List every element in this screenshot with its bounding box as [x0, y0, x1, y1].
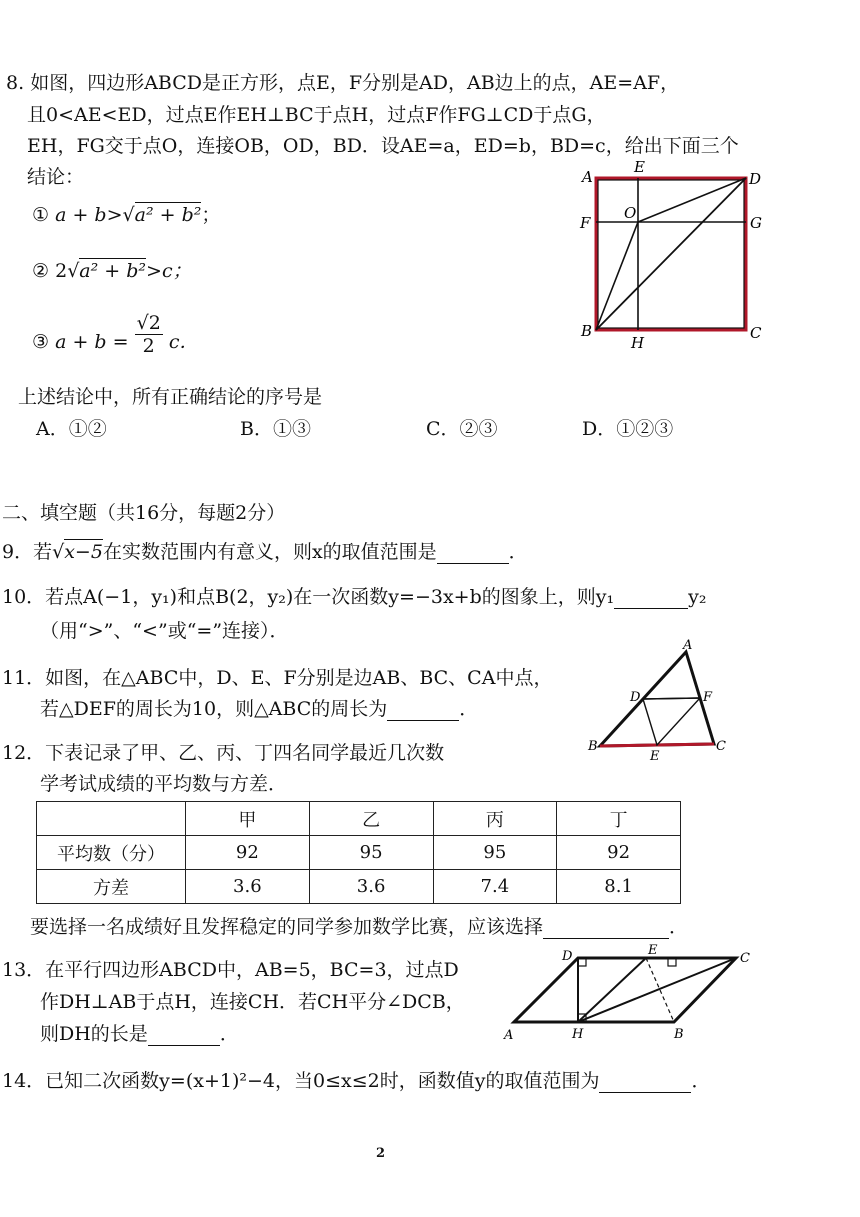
conclusion-2-radicand: a² + b² [79, 260, 147, 282]
table-header-row [37, 802, 681, 836]
q9-text-b: 在实数范围内有意义，则x的取值范围是 [102, 541, 437, 563]
conclusion-2-mark: ② [32, 260, 50, 282]
q11-end: ． [459, 698, 479, 720]
table-row [37, 836, 681, 870]
label-b: B [581, 322, 593, 340]
table-cell: 95 [309, 836, 433, 870]
conclusion-3-lhs: a + b = [55, 331, 129, 353]
q8-choice-d[interactable]: D．①②③ [582, 418, 674, 440]
q11-answer-blank[interactable] [387, 698, 459, 721]
label-c: C [716, 739, 726, 754]
label-o: O [624, 204, 637, 222]
q13-line1: 13．在平行四边形ABCD中，AB=5，BC=3，过点D [2, 959, 459, 981]
q14 [2, 1066, 711, 1093]
q8-text-line4: 结论： [27, 166, 85, 188]
table-header-cell: 丁 [557, 802, 681, 836]
label-d: D [630, 690, 641, 705]
q11-line2 [40, 694, 478, 721]
q8-number: 8. [6, 72, 25, 94]
q8-prompt: 上述结论中，所有正确结论的序号是 [18, 386, 323, 408]
label-a: A [683, 638, 693, 653]
label-h: H [631, 334, 645, 350]
q8-conclusion-2: ② 2√a² + b²>c； [32, 260, 192, 282]
segment-ob [596, 222, 638, 330]
q11-line1: 11．如图，在△ABC中，D、E、F分别是边AB、BC、CA中点， [2, 667, 553, 689]
q13-end: ． [219, 1023, 239, 1045]
table-cell: 8.1 [557, 870, 681, 904]
conclusion-2-rhs: >c； [146, 260, 192, 282]
segment-eb [646, 958, 674, 1022]
fraction-denominator: 2 [142, 335, 155, 357]
conclusion-1-lhs: a + b> [55, 204, 123, 226]
table-cell: 平均数（分） [37, 836, 186, 870]
q12-line3 [30, 912, 688, 939]
table-cell: 3.6 [309, 870, 433, 904]
q11-text: 若△DEF的周长为10，则△ABC的周长为 [40, 698, 388, 720]
q8-conclusion-3 [32, 312, 199, 368]
label-a: A [582, 168, 593, 186]
q12-text: 要选择一名成绩好且发挥稳定的同学参加数学比赛，应该选择 [30, 916, 544, 938]
q13-parallelogram-figure [500, 942, 762, 1042]
q13-line2: 作DH⊥AB于点H，连接CH．若CH平分∠DCB， [40, 991, 465, 1013]
fraction-numerator: √2 [136, 312, 161, 334]
q12-end: ． [669, 916, 689, 938]
q12-score-table [36, 801, 681, 904]
q13-answer-blank[interactable] [148, 1023, 220, 1046]
q8-choice-c[interactable]: C．②③ [426, 418, 498, 440]
q14-text: 14．已知二次函数y=(x+1)²−4，当0≤x≤2时，函数值y的取值范围为 [2, 1070, 600, 1092]
table-header-cell: 乙 [309, 802, 433, 836]
q10-y2: y₂ [688, 586, 707, 608]
q8-line1 [6, 68, 679, 95]
conclusion-1-mark: ① [32, 204, 50, 226]
label-f: F [580, 214, 591, 232]
label-c: C [740, 951, 750, 966]
q9-text-a: 9．若 [2, 541, 53, 563]
q11-triangle-figure [586, 638, 736, 762]
q9: 9．若√x−5在实数范围内有意义，则x的取值范围是 ． [2, 541, 528, 563]
q10-line2: （用“>”、“<”或“=”连接）． [40, 620, 289, 642]
triangle-def [643, 698, 700, 745]
q9-end: ． [508, 541, 528, 563]
q12-line2: 学考试成绩的平均数与方差． [40, 773, 288, 795]
parallelogram-abcd [514, 958, 736, 1022]
label-f: F [703, 690, 713, 705]
conclusion-2-coefficient: 2 [55, 260, 68, 282]
q8-choice-a[interactable]: A．①② [36, 418, 107, 440]
table-cell: 95 [433, 836, 557, 870]
segment-df [643, 698, 700, 699]
table-header-cell [37, 802, 186, 836]
table-cell: 7.4 [433, 870, 557, 904]
q13-line3 [40, 1019, 239, 1046]
table-header-cell: 丙 [433, 802, 557, 836]
conclusion-3-mark: ③ [32, 331, 50, 353]
q8-text-line3: EH，FG交于点O，连接OB，OD，BD．设AE=a，ED=b，BD=c，给出下面三个 [27, 135, 739, 157]
label-b: B [588, 739, 598, 754]
q8-conclusion-1: ① a + b>√a² + b²； [32, 204, 221, 226]
table-cell: 方差 [37, 870, 186, 904]
q9-radicand: x−5 [64, 541, 103, 563]
q10-text: 10．若点A(−1，y₁)和点B(2，y₂)在一次函数y=−3x+b的图象上，则y₁ [2, 586, 615, 608]
conclusion-3-fraction [135, 312, 163, 357]
label-d: D [749, 170, 762, 188]
segment-od [638, 178, 746, 222]
table-row [37, 870, 681, 904]
q14-answer-blank[interactable] [599, 1070, 691, 1093]
table-cell: 3.6 [186, 870, 310, 904]
label-b: B [674, 1027, 684, 1042]
table-header-cell: 甲 [186, 802, 310, 836]
q12-answer-blank[interactable] [543, 916, 669, 939]
conclusion-1-radicand: a² + b² [134, 204, 202, 226]
q8-choice-b[interactable]: B．①③ [240, 418, 311, 440]
page-number: 2 [376, 1146, 386, 1161]
q10-line1 [2, 582, 706, 609]
q10-answer-blank[interactable] [614, 586, 688, 609]
label-c: C [750, 324, 762, 342]
label-d: D [562, 949, 573, 964]
table-cell: 92 [557, 836, 681, 870]
label-a: A [504, 1028, 514, 1042]
segment-ch [578, 958, 736, 1022]
q9-answer-blank[interactable] [437, 541, 509, 564]
label-g: G [750, 214, 762, 232]
segment-bd [596, 178, 746, 330]
segment-he [578, 958, 646, 1022]
q13-text: 则DH的长是 [40, 1023, 148, 1045]
section-2-title: 二、填空题（共16分，每题2分） [2, 502, 286, 524]
q8-text-line1: 如图，四边形ABCD是正方形，点E，F分别是AD，AB边上的点，AE=AF， [30, 72, 680, 94]
label-e: E [650, 749, 660, 762]
label-e: E [634, 160, 645, 176]
conclusion-1-end: ； [201, 204, 221, 226]
conclusion-3-end: c． [168, 331, 199, 353]
q14-end: ． [691, 1070, 711, 1092]
q8-square-figure [576, 160, 766, 350]
label-e: E [648, 943, 658, 958]
label-h: H [572, 1027, 584, 1042]
table-cell: 92 [186, 836, 310, 870]
q12-line1: 12．下表记录了甲、乙、丙、丁四名同学最近几次数 [2, 742, 445, 764]
q8-text-line2: 且0<AE<ED，过点E作EH⊥BC于点H，过点F作FG⊥CD于点G， [27, 104, 606, 126]
